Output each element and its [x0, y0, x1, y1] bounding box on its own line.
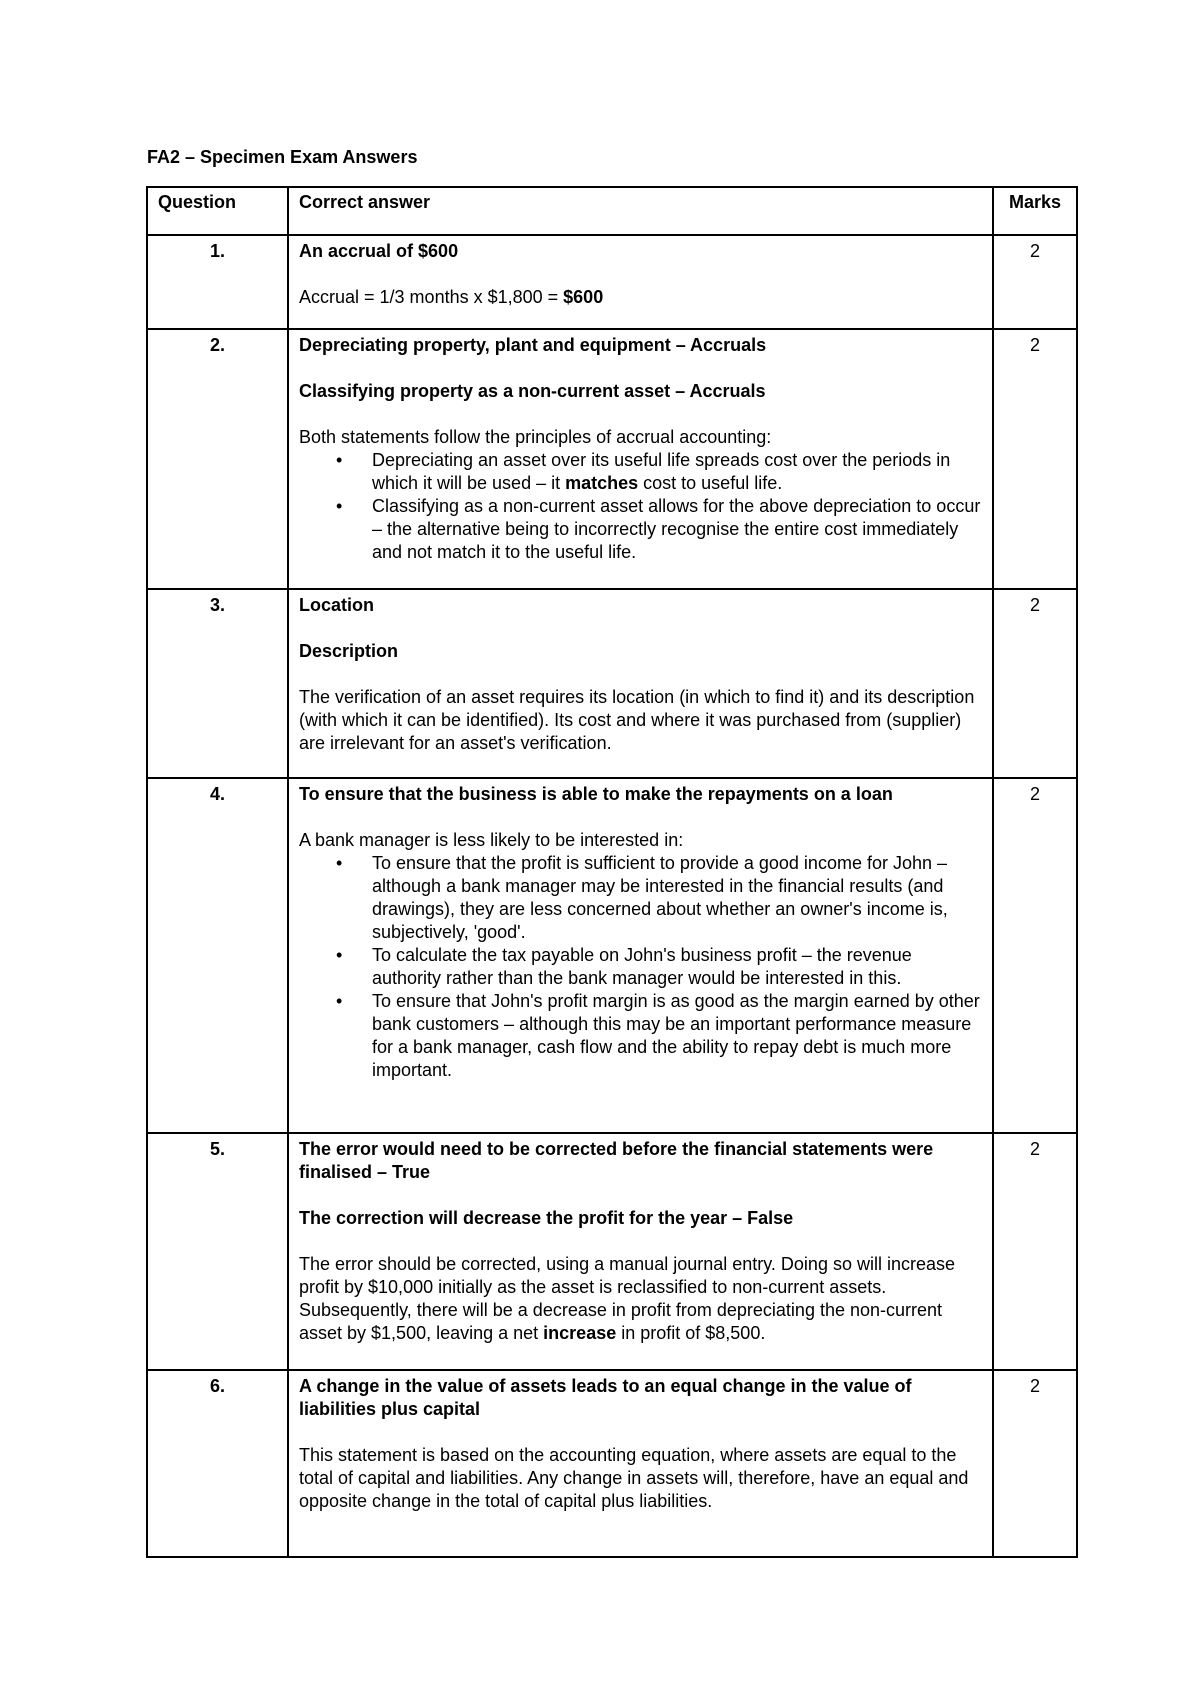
question-number: 6.	[147, 1370, 288, 1557]
list-item: • Depreciating an asset over its useful life spreads cost over the periods in which it will be used – it matches cost to useful life.	[372, 449, 982, 495]
correct-answer: The error would need to be corrected before the financial statements were finalised – True	[299, 1139, 934, 1182]
marks-value: 2	[993, 589, 1077, 778]
calculation: Accrual = 1/3 months x $1,800 = $600	[299, 287, 604, 307]
answer-cell	[288, 235, 993, 329]
table-row	[147, 778, 1077, 1133]
correct-answer: An accrual of $600	[299, 241, 459, 261]
marks-value: 2	[993, 329, 1077, 589]
header-question: Question	[147, 187, 288, 235]
correct-answer: Location	[299, 595, 374, 615]
marks-value: 2	[993, 1370, 1077, 1557]
correct-answer: Classifying property as a non-current asset – Accruals	[299, 381, 766, 401]
explanation-intro: Both statements follow the principles of accrual accounting:	[299, 427, 772, 447]
answer-cell	[288, 329, 993, 589]
question-number: 5.	[147, 1133, 288, 1370]
explanation: The verification of an asset requires its location (in which to find it) and its description (with which it can be identified). Its cost and where it was purchased from (supplier) are irrelevant for an asset's verification.	[299, 687, 975, 753]
table-header-row	[147, 187, 1077, 235]
answers-table	[146, 186, 1078, 1558]
explanation-list	[299, 852, 982, 1082]
table-row	[147, 329, 1077, 589]
answer-cell	[288, 589, 993, 778]
table-row	[147, 589, 1077, 778]
list-item: • To ensure that John's profit margin is as good as the margin earned by other bank customers – although this may be an important performance measure for a bank manager, cash flow and the ability to repay debt is much more important.	[372, 990, 982, 1082]
question-number: 2.	[147, 329, 288, 589]
correct-answer: To ensure that the business is able to make the repayments on a loan	[299, 784, 893, 804]
question-number: 4.	[147, 778, 288, 1133]
table-row	[147, 1370, 1077, 1557]
explanation: The error should be corrected, using a manual journal entry. Doing so will increase profit by $10,000 initially as the asset is reclassified to non-current assets. Subsequently, there will be a decrease in profit from depreciating the non-current asset by $1,500, leaving a net increase in profit of $8,500.	[299, 1254, 955, 1343]
answer-cell	[288, 1370, 993, 1557]
correct-answer: A change in the value of assets leads to an equal change in the value of liabilities plus capital	[299, 1376, 912, 1419]
correct-answer: Description	[299, 641, 399, 661]
list-item: • To ensure that the profit is sufficient to provide a good income for John – although a bank manager may be interested in the financial results (and drawings), they are less concerned about whether an owner's income is, subjectively, 'good'.	[372, 852, 982, 944]
correct-answer: Depreciating property, plant and equipment – Accruals	[299, 335, 767, 355]
marks-value: 2	[993, 1133, 1077, 1370]
table-row	[147, 1133, 1077, 1370]
header-marks: Marks	[993, 187, 1077, 235]
list-item: • Classifying as a non-current asset allows for the above depreciation to occur – the alternative being to incorrectly recognise the entire cost immediately and not match it to the useful life.	[372, 495, 982, 564]
answer-cell	[288, 778, 993, 1133]
table-row	[147, 235, 1077, 329]
header-correct-answer: Correct answer	[288, 187, 993, 235]
list-item: • To calculate the tax payable on John's business profit – the revenue authority rather than the bank manager would be interested in this.	[372, 944, 982, 990]
document-title: FA2 – Specimen Exam Answers	[147, 147, 418, 167]
question-number: 3.	[147, 589, 288, 778]
question-number: 1.	[147, 235, 288, 329]
marks-value: 2	[993, 235, 1077, 329]
explanation: This statement is based on the accounting equation, where assets are equal to the total of capital and liabilities. Any change in assets will, therefore, have an equal and opposite change in the total of capital plus liabilities.	[299, 1445, 969, 1511]
correct-answer: The correction will decrease the profit for the year – False	[299, 1208, 794, 1228]
marks-value: 2	[993, 778, 1077, 1133]
explanation-list	[299, 449, 982, 564]
explanation-intro: A bank manager is less likely to be interested in:	[299, 830, 684, 850]
answer-cell	[288, 1133, 993, 1370]
